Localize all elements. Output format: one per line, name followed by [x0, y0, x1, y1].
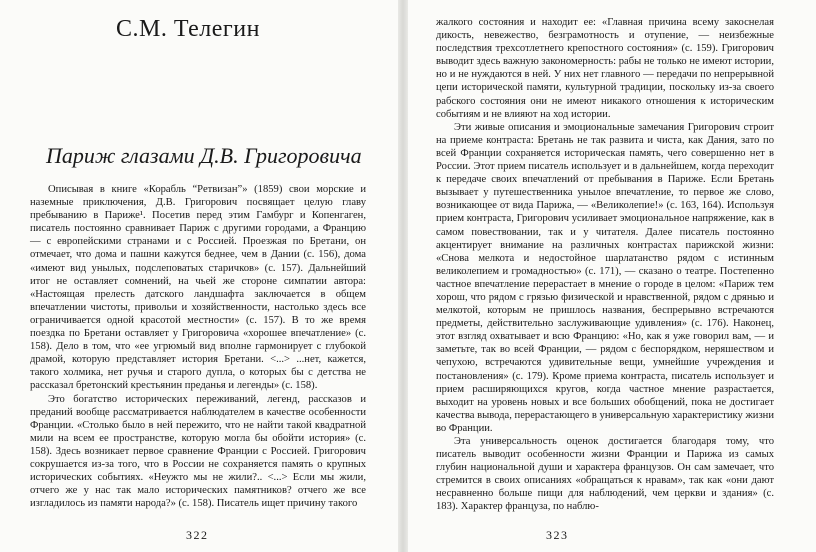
page-number: 323: [546, 528, 569, 542]
chapter-title: Париж глазами Д.В. Григоровича: [46, 143, 362, 168]
left-page-body: [30, 183, 366, 510]
running-head-author: С.М. Телегин: [116, 16, 260, 42]
paragraph: Эти живые описания и эмоциональные замечания Григорович строит на приеме контраста: Бретань не так развита и чиста, как Дания, зато по всей Франции сохраняется историческая память, чего совершенно нет в России. Этот прием писатель использует и в дальнейшем, когда переходит к передаче своих впечатлений от пребывания в Париже. Если Бретань вызывает у путешественника унылое впечатление, то первое же слово, возникающее от вида Парижа, — «Великолепие!» (с. 163, 164). Используя прием контраста, Григорович усиливает эмоциональное напряжение, как в самом повествовании, так и у читателя. Далее писатель постоянно акцентирует внимание на различных контрастах парижской жизни: «Снова мелкота и недостойное шарлатанство рядом с истинным великолепием и громадностью» (с. 171), — сказано о театре. Постепенно частное впечатление перерастает в мнение о городе в целом: «Париж тем хорош, что рядом с грязью физической и нравственной, рядом с дрянью и мелкотой, которым не пришлось названия, беспрерывно встречаются предметы, действительно заслуживающие удивления» (с. 176). Наконец, этот взгляд охватывает и всю Францию: «Но, как я уже говорил вам, — и заметьте, так во всей Франции, — рядом с беспорядком, неряшеством и чепухою, встречаются удивительные вещи, умнейшие учреждения и постановления» (с. 179). Кроме приема контраста, писатель использует и прием расширяющихся кругов, когда частное мнение разрастается, выходит на уровень новых и все больших обобщений, пока не достигает качества вывода, перерастающего в универсальную характеристику жизни во Франции.: [436, 121, 774, 434]
left-page: [0, 0, 398, 552]
right-page: [408, 0, 816, 552]
right-page-body: [436, 16, 774, 514]
book-gutter: [398, 0, 408, 552]
paragraph: жалкого состояния и находит ее: «Главная причина всему закоснелая дикость, невежество, безграмотность и отупение, — неизбежные последствия трехсотлетнего крепостного состояния» (с. 159). Григорович выводит здесь важную закономерность: рабы не только не имеют истории, но и не нуждаются в ней. У них нет главного — передачи по непрерывной цепи исторической памяти, культурной традиции, поскольку из-за своего рабского состояния они не имеют никакого отношения к историческим событиям и не влияют на ход истории.: [436, 17, 774, 120]
paragraph: Это богатство исторических переживаний, легенд, рассказов и преданий вообще рассматривается наблюдателем в качестве особенности Франции. «Столько было в ней пережито, что не найти такой квадратной мили на всем ее пространстве, которую могла бы обойти история» (с. 158). Здесь возникает первое сравнение Франции с Россией. Григорович сокрушается из-за того, что в России не сохраняется память о крупных исторических событиях. «Неужто мы не жили?.. <...> Если мы жили, отчего же у нас так мало исторических памятников? отчего же все изгладилось из памяти народа?» (с. 158). Писатель ищет причину такого: [30, 393, 366, 510]
paragraph: Эта универсальность оценок достигается благодаря тому, что писатель выводит особенности жизни Франции и Парижа из самых глубин национальной души и характера французов. Он сам замечает, что стремится в своих описаниях «обращаться к нравам», так как «они дают несравненно больше пищи для наблюдений, чем церкви и здания» (с. 183). Характер француза, по наблю-: [436, 436, 774, 513]
paragraph: Описывая в книге «Корабль “Ретвизан”» (1859) свои морские и наземные приключения, Д.В. Григорович посвящает целую главу пребыванию в Париже¹. Посетив перед этим Гамбург и Копенгаген, писатель постоянно сравнивает Париж с другими городами, а Францию — с европейскими странами и с Россией. Проезжая по Бретани, он отмечает, что дома и пашни кажутся беднее, чем в Дании (с. 156), дома «имеют вид унылых, подслеповатых старичков» (с. 157). Дальнейший итог не оставляет сомнений, на чьей же стороне симпатии автора: «Настоящая прелесть датского ландшафта заключается в общем впечатлении чистоты, привольи и хозяйственности, настолько здесь все ограничивается одной красотой местности» (с. 157). В то же время поездка по Бретани оставляет у Григоровича «хорошее впечатление» (с. 158). Дело в том, что «ее угрюмый вид вполне гармонирует с глубокой драмой, которую представляет история Бретани. <...> ...нет, кажется, такого холмика, нет ручья и старого дупла, о которых бы с детства не рассказал бретонский крестьянин преданья и легенды» (с. 158).: [30, 184, 366, 392]
page-number: 322: [186, 528, 209, 542]
